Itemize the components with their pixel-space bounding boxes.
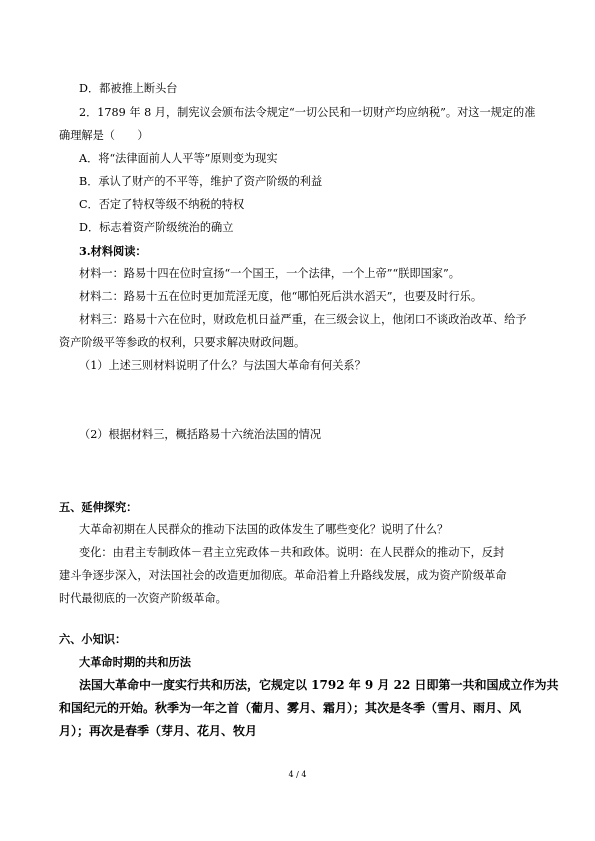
page-number: 4 / 4 xyxy=(288,770,307,779)
section5-heading: 五、延伸探究： xyxy=(59,500,138,514)
section5-question: 大革命初期在人民群众的推动下法国的政体发生了哪些变化？说明了什么？ xyxy=(79,523,449,536)
section5-answer-line1: 变化：由君主专制政体－君主立宪政体－共和政体。说明：在人民群众的推动下，反封 xyxy=(79,546,505,559)
q1-option-d: D．都被推上断头台 xyxy=(79,82,178,95)
section6-line3: 月）；再次是春季（芽月、花月、牧月 xyxy=(59,724,258,738)
section6-subtitle: 大革命时期的共和历法 xyxy=(79,655,191,669)
q3-heading: 3.材料阅读： xyxy=(79,244,147,258)
section5-answer-line3: 时代最彻底的一次资产阶级革命。 xyxy=(59,592,227,605)
q3-material2: 材料二：路易十五在位时更加荒淫无度，他“哪怕死后洪水滔天”，也要及时行乐。 xyxy=(79,290,483,303)
section6-line2: 和国纪元的开始。秋季为一年之首（葡月、雾月、霜月）；其次是冬季（雪月、雨月、风 xyxy=(59,701,522,715)
section6-heading: 六、小知识： xyxy=(59,632,127,646)
q3-sub-question-2: （2）根据材料三，概括路易十六统治法国的情况 xyxy=(79,428,322,441)
q3-material3-line2: 资产阶级平等参政的权利，只要求解决财政问题。 xyxy=(59,336,306,349)
q3-material3-line1: 材料三：路易十六在位时，财政危机日益严重，在三级会议上，他闭口不谈政治改革、给予 xyxy=(79,313,527,326)
q2-option-b: B．承认了财产的不平等，维护了资产阶级的利益 xyxy=(79,175,323,188)
section5-answer-line2: 建斗争逐步深入，对法国社会的改造更加彻底。革命沿着上升路线发展，成为资产阶级革命 xyxy=(59,569,507,582)
q3-material1: 材料一：路易十四在位时宣扬“一个国王，一个法律，一个上帝”“朕即国家”。 xyxy=(79,267,460,280)
q2-stem-line2: 确理解是（ ） xyxy=(59,129,149,142)
q2-option-d: D．标志着资产阶级统治的确立 xyxy=(79,221,234,234)
q3-sub-question-1: （1）上述三则材料说明了什么？与法国大革命有何关系？ xyxy=(79,359,366,372)
q2-option-c: C．否定了特权等级不纳税的特权 xyxy=(79,198,245,211)
section6-line1: 法国大革命中一度实行共和历法，它规定以 1792 年 9 月 22 日即第一共和国成立作为共 xyxy=(79,678,559,692)
q2-stem-line1: 2．1789 年 8 月，制宪议会颁布法令规定“一切公民和一切财产均应纳税”。对这一规定的准 xyxy=(79,106,536,119)
q2-option-a: A．将“法律面前人人平等”原则变为现实 xyxy=(79,152,278,165)
